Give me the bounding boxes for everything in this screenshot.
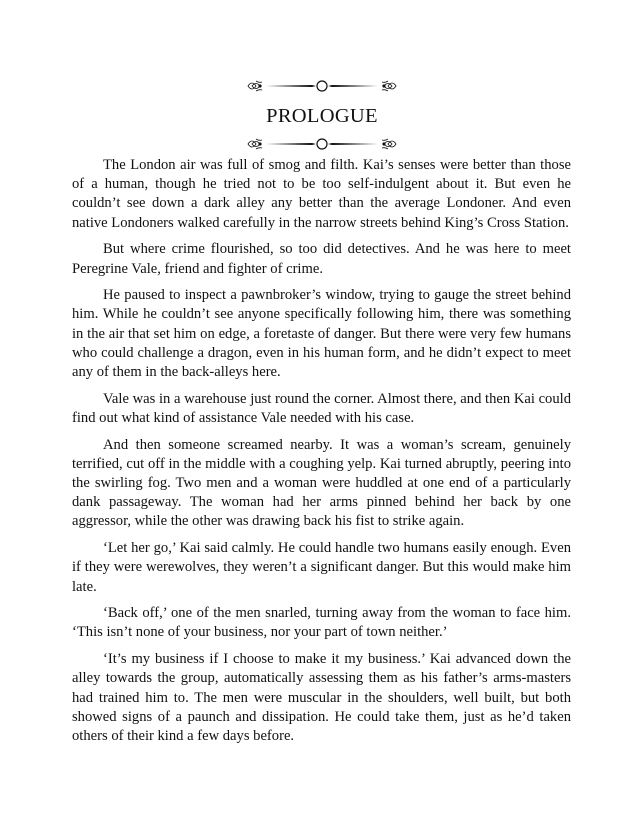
flourish-divider-icon: [242, 136, 402, 152]
paragraph: Vale was in a warehouse just round the corner. Almost there, and then Kai could find out what kind of assistance Vale needed with his case.: [72, 390, 571, 426]
paragraph: He paused to inspect a pawnbroker’s window, trying to gauge the street behind him. While he couldn’t see anyone specifically following him, there was something in the air that set him on edge, a foretaste of danger. But there were very few humans who could challenge a dragon, even in his human form, and he didn’t expect to meet any of them in the back-alleys here.: [72, 287, 571, 381]
paragraph: ‘Let her go,’ Kai said calmly. He could handle two humans easily enough. Even if they were werewolves, they weren’t a significant danger. But this would make him late.: [72, 540, 571, 595]
chapter-body: [72, 156, 571, 754]
paragraph: ‘It’s my business if I choose to make it my business.’ Kai advanced down the alley towards the group, automatically assessing them as his father’s arms-masters had trained him to. The men were muscular in the shoulders, well built, but both showed signs of a paunch and dissipation. He could take them, just as he’d taken others of their kind a few days before.: [72, 651, 571, 744]
paragraph: ‘Back off,’ one of the men snarled, turning away from the woman to face him. ‘This isn’t none of your business, nor your part of town neither.’: [72, 605, 571, 641]
paragraph: And then someone screamed nearby. It was a woman’s scream, genuinely terrified, cut off in the middle with a coughing yelp. Kai turned abruptly, peering into the swirling fog. Two men and a woman were huddled at one end of a particularly dank passageway. The woman had her arms pinned behind her back by one aggressor, while the other was drawing back his fist to strike again.: [72, 436, 571, 530]
bottom-ornament: [0, 136, 644, 152]
flourish-divider-icon: [242, 78, 402, 94]
paragraph: The London air was full of smog and filth. Kai’s senses were better than those of a human, though he tried not to be too self-indulgent about it. But even he couldn’t see down a dark alley any better than the average Londoner. And even native Londoners walked carefully in the narrow streets behind King’s Cross Station.: [72, 157, 571, 231]
chapter-title: PROLOGUE: [266, 105, 378, 127]
paragraph: But where crime flourished, so too did detectives. And he was here to meet Peregrine Vale, friend and fighter of crime.: [72, 241, 571, 277]
top-ornament: [0, 78, 644, 94]
